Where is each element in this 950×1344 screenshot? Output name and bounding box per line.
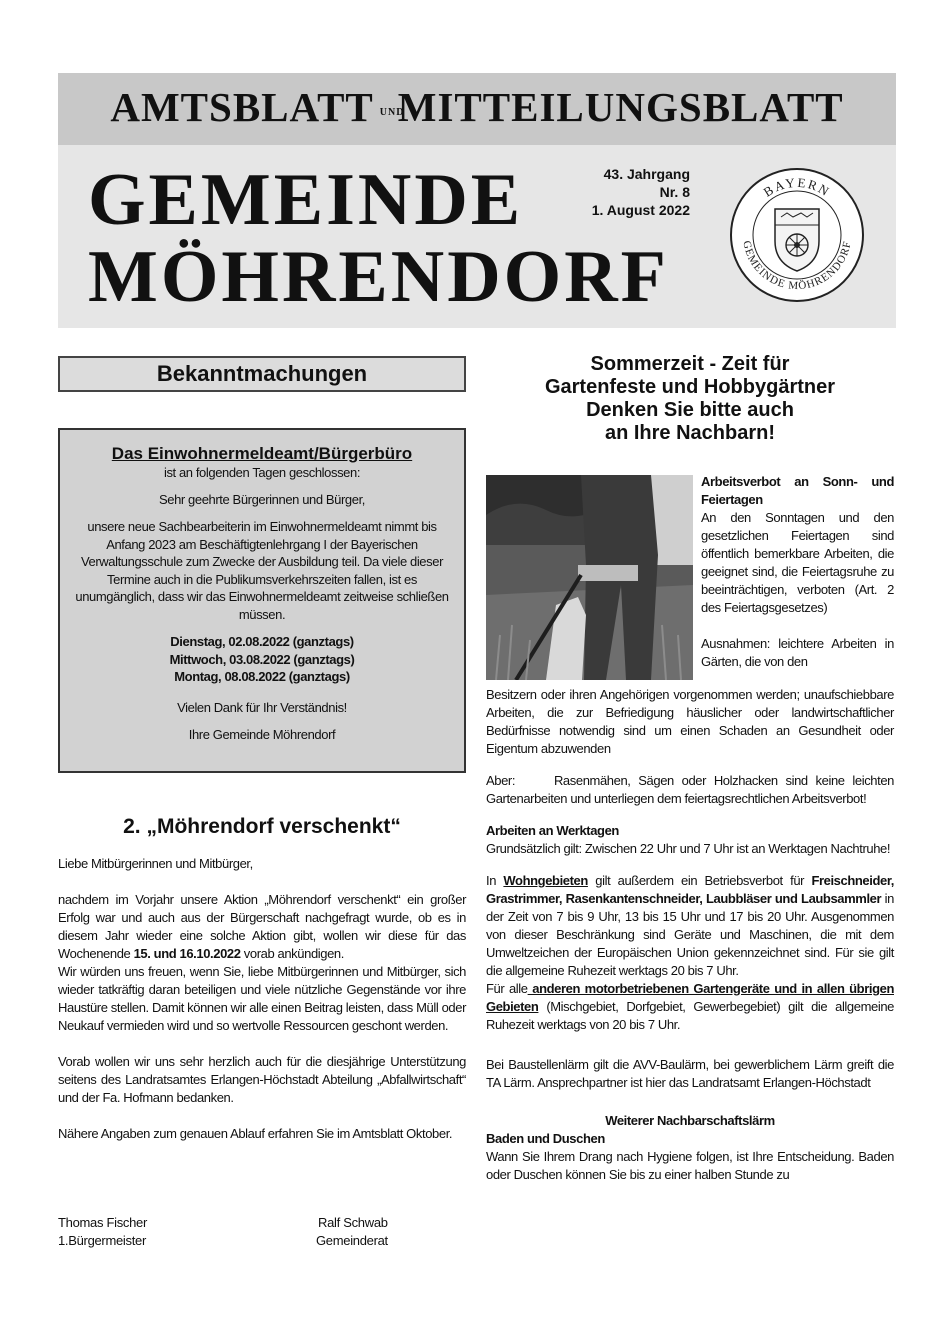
sub1-text [701, 473, 894, 671]
seal-text-bottom: GEMEINDE MÖHRENDORF [740, 239, 854, 293]
weiter-heading: Weiterer Nachbarschaftslärm [605, 1113, 775, 1128]
text-run: Für alle [486, 981, 528, 996]
masthead-top-band [58, 73, 896, 145]
notice-body: unsere neue Sachbearbeiterin im Einwohnermeldeamt nimmt bis Anfang 2023 am Beschäftigtenlehrgang I der Bayerischen Verwaltungsschule zum Zwecke der Ausbildung teil. Da viele dieser Termine auch in die Publikumsverkehrszeiten fallen, ist es unumgänglich, dass wir das Einwohnermeldeamt zeitweise schließen müssen. [75, 519, 449, 622]
salutation: Liebe Mitbürgerinnen und Mitbürger, [58, 856, 253, 871]
text-run: in der Zeit von 7 bis 9 Uhr, 13 bis 15 Uhr und 17 bis 20 Uhr. Ausgenommen von dieser Beschränkung sind Geräte und Maschinen, die mit dem Umweltzeichen der Europäischen Union gekennzeichnet sind. Für sie gilt die allgemeine Ruhezeit werktags 20 bis 7 Uhr. [486, 891, 894, 978]
paragraph [486, 980, 894, 1034]
title-line: Gartenfeste und Hobbygärtner [544, 376, 836, 398]
issue-info [592, 165, 690, 219]
werktag-heading: Arbeiten an Werktagen [486, 823, 619, 838]
sub1-body: An den Sonntagen und den gesetzlichen Feiertagen sind öffentlich bemerkbare Arbeiten, die geeignet sind, die Feiertagsruhe zu beeinträchtigen, verboten (Art. 2 des Feiertagsgesetzes) [701, 510, 894, 615]
signature-role: 1.Bürgermeister [58, 1233, 146, 1248]
text-run: nachdem im Vorjahr unsere Aktion „Möhrendorf verschenkt“ ein großer Erfolg war und auch aus der Bürgerschaft nachgefragt wurde, ob es in diesem Jahr wieder eine solche Aktion gibt, wollen wir diese für das Wochenende [58, 892, 466, 961]
masthead-title [58, 83, 896, 131]
notice-sign: Ihre Gemeinde Möhrendorf [188, 727, 336, 742]
paragraph: Vorab wollen wir uns sehr herzlich auch für die diesjährige Unterstützung seitens des Landratsamtes Erlangen-Höchstadt Abteilung „Abfallwirtschaft“ und der Fa. Hofmann bedanken. [58, 1054, 466, 1105]
section-label-bekanntmachungen: Bekanntmachungen [58, 356, 466, 392]
coat-of-arms-icon [775, 209, 819, 271]
masthead-ort: MÖHRENDORF [88, 236, 669, 318]
notice-dates [68, 633, 456, 686]
text-run: In [486, 873, 504, 888]
notice-date: Montag, 08.08.2022 (ganztags) [174, 669, 350, 684]
notice-subheading: ist an folgenden Tagen geschlossen: [163, 465, 361, 480]
title-und: UND [379, 107, 405, 118]
notice-greeting: Sehr geehrte Bürgerinnen und Bürger, [158, 491, 366, 507]
paragraph [486, 872, 894, 980]
signature-councillor [316, 1214, 388, 1250]
title-mitteilungsblatt: MITTEILUNGSBLATT [397, 84, 844, 130]
sommerzeit-body [486, 686, 898, 1184]
signature-role: Gemeinderat [316, 1233, 388, 1248]
paragraph: Besitzern oder ihren Angehörigen vorgenommen werden; unaufschiebbare Arbeiten, die zur Befriedigung häuslicher oder landwirtschaftlicher Bedürfnisse notwendig sind um einen Schaden an Gesundheit oder Eigentum abzuwenden [486, 687, 894, 756]
text-run: gilt außerdem ein Betriebsverbot für [587, 873, 812, 888]
signature-name: Thomas Fischer [58, 1215, 147, 1230]
signature-mayor [58, 1214, 147, 1250]
gardener-photo [486, 475, 693, 680]
paragraph: Nähere Angaben zum genauen Ablauf erfahren Sie im Amtsblatt Oktober. [58, 1126, 453, 1141]
notice-heading: Das Einwohnermeldeamt/Bürgerbüro [111, 444, 413, 463]
signature-name: Ralf Schwab [318, 1215, 388, 1230]
title-line: an Ihre Nachbarn! [604, 422, 776, 444]
municipal-seal [727, 165, 867, 305]
issue-date: 1. August 2022 [591, 202, 690, 218]
ausnahmen-intro: Ausnahmen: leichtere Arbeiten in Gärten, die von den [701, 636, 894, 669]
article-title-sommerzeit [486, 353, 894, 445]
closure-notice-box [58, 428, 466, 773]
masthead-gemeinde: GEMEINDE [88, 159, 524, 241]
text-run: Wir würden uns freuen, wenn Sie, liebe Mitbürgerinnen und Mitbürger, sich wieder tatkräftig daran beteiligen und viele nützliche Gegenstände vor ihre Haustüre stellen. Damit können wir alle einen Beitrag leisten, dass Müll oder Neukauf vermieden wird und so wertvolle Ressourcen geschont werden. [58, 964, 466, 1033]
text-run: (Mischgebiet, Dorfgebiet, Gewerbegebiet) gilt die allgemeine Ruhezeit werktags von 20 bis 7 Uhr. [486, 999, 894, 1032]
werktag-body: Grundsätzlich gilt: Zwischen 22 Uhr und 7 Uhr ist an Werktagen Nachtruhe! [486, 841, 891, 856]
paragraph: Bei Baustellenlärm gilt die AVV-Baulärm, bei gewerblichem Lärm greift die TA Lärm. Ansprechpartner ist hier das Landratsamt Erlangen-Höchstadt [486, 1057, 894, 1090]
text-run: vorab ankündigen. [240, 946, 344, 961]
baden-body: Wann Sie Ihrem Drang nach Hygiene folgen, ist Ihre Entscheidung. Baden oder Duschen können Sie bis zu einer halben Stunde zu [486, 1149, 894, 1182]
paragraph [58, 891, 466, 1035]
article-title-verschenkt: 2. „Möhrendorf verschenkt“ [123, 815, 401, 838]
article-body-verschenkt [58, 855, 466, 1161]
title-line: Denken Sie bitte auch [586, 399, 794, 421]
notice-date: Mittwoch, 03.08.2022 (ganztags) [169, 651, 355, 667]
device-list: Freischneider, Grastrimmer, Rasenkantenschneider, Laubbläser und Laubsammler [486, 873, 894, 906]
sub1-heading: Arbeitsverbot an Sonn- und Feiertagen [701, 474, 894, 507]
emphasis-other-areas: anderen motorbetriebenen Gartengeräte und in allen übrigen Gebieten [486, 981, 894, 1014]
notice-date: Dienstag, 02.08.2022 (ganztags) [170, 634, 354, 649]
emphasis-wohngebieten: Wohngebieten [503, 873, 588, 888]
seal-text-top: BAYERN [760, 174, 834, 200]
notice-thanks: Vielen Dank für Ihr Verständnis! [177, 699, 347, 715]
event-date: 15. und 16.10.2022 [133, 946, 241, 961]
baden-heading: Baden und Duschen [486, 1131, 605, 1146]
paragraph [486, 822, 894, 858]
title-amtsblatt: AMTSBLATT [110, 84, 374, 130]
issue-number: Nr. 8 [659, 184, 690, 200]
title-line: Sommerzeit - Zeit für [590, 353, 790, 375]
paragraph: Aber: Rasenmähen, Sägen oder Holzhacken sind keine leichten Gartenarbeiten und unterliegen dem feiertagsrechtlichen Arbeitsverbot! [486, 773, 898, 806]
issue-jahrgang: 43. Jahrgang [603, 166, 690, 182]
